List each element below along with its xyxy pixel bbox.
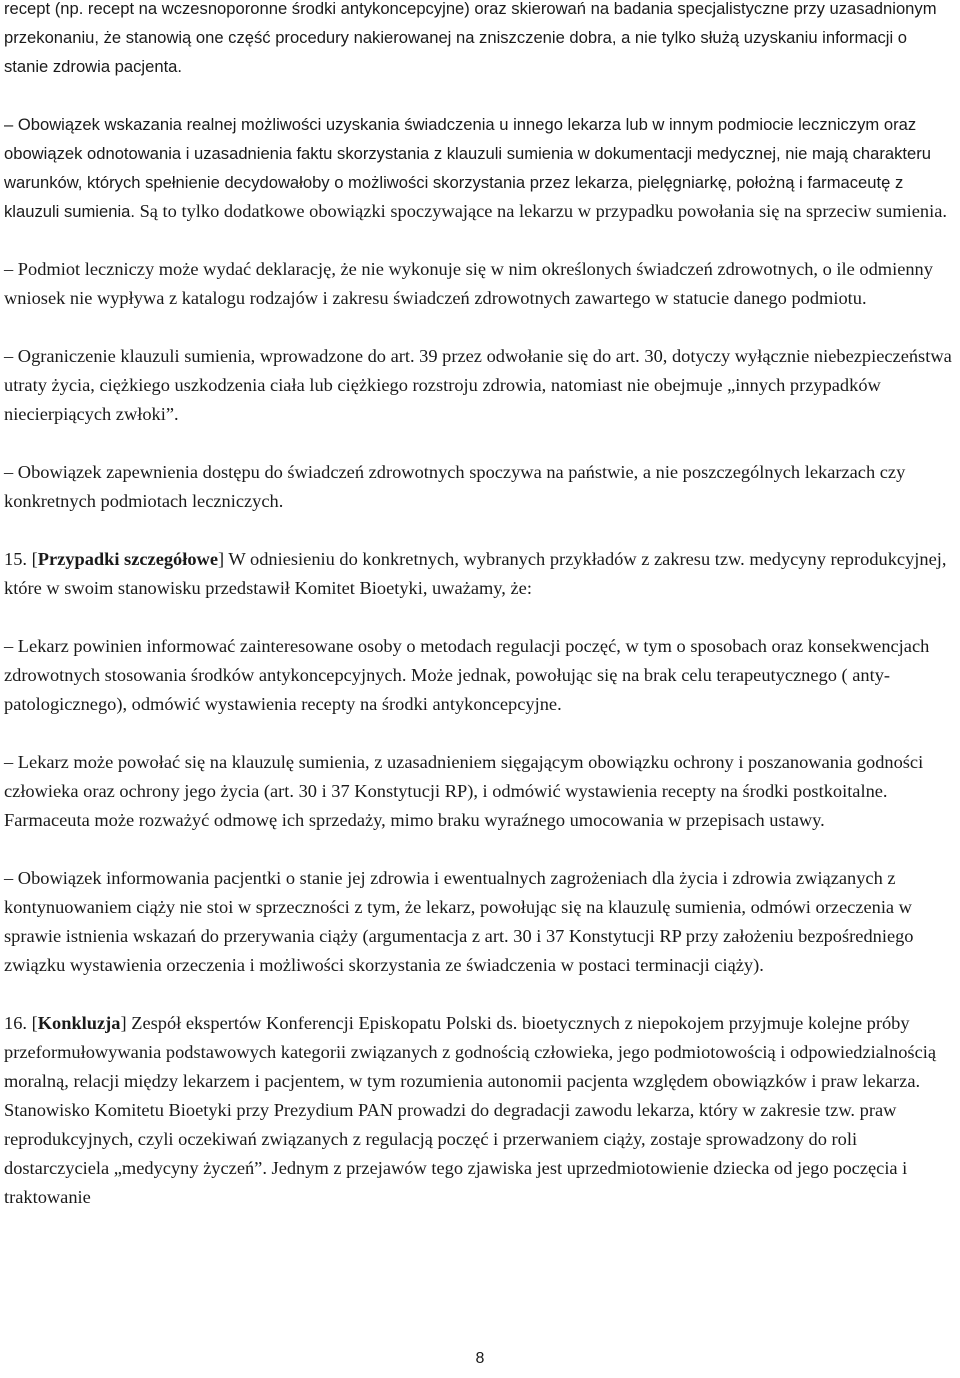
paragraph-bullet-facility-declaration: – Podmiot leczniczy może wydać deklarację, że nie wykonuje się w nim określonych świadczeń zdrowotnych, o ile odmienny wniosek nie wypływa z katalogu rodzajów i zakresu świadczeń zdrowotnych zawartego w statucie danego podmiotu.	[4, 259, 933, 308]
paragraph-section-16	[4, 1009, 954, 1212]
section-15-heading: Przypadki szczegółowe	[37, 549, 219, 569]
paragraph-bullet-state-obligation: – Obowiązek zapewnienia dostępu do świadczeń zdrowotnych spoczywa na państwie, a nie poszczególnych lekarzach czy konkretnych podmiotach leczniczych.	[4, 462, 906, 511]
section-15-text: ] W odniesieniu do konkretnych, wybranych przykładów z zakresu tzw. medycyny reprodukcyjnej, które w swoim stanowisku przedstawił Komitet Bioetyki, uważamy, że:	[4, 549, 947, 598]
section-16-text: ] Zespół ekspertów Konferencji Episkopatu Polski ds. bioetycznych z niepokojem przyjmuje kolejne próby przeformułowywania podstawowych kategorii związanych z godnością człowieka, jego podmiotowością i odpowiedzialnością moralną, relacji między lekarzem i pacjentem, w tym rozumienia autonomii pacjenta względem obowiązków i praw lekarza. Stanowisko Komitetu Bioetyki przy Prezydium PAN prowadzi do degradacji zawodu lekarza, który w zakresie tzw. praw reprodukcyjnych, czyli oczekiwań związanych z regulacją poczęć i przerwaniem ciąży, zostaje sprowadzony do roli dostarczyciela „medycyny życzeń”. Jednym z przejawów tego zjawiska jest uprzedmiotowienie dziecka od jego poczęcia i traktowanie	[4, 1013, 937, 1207]
paragraph-section-15	[4, 545, 954, 603]
section-16-prefix: 16. [	[4, 1013, 38, 1033]
section-16-heading: Konkluzja	[37, 1013, 121, 1033]
paragraph-bullet-postcoital: – Lekarz może powołać się na klauzulę sumienia, z uzasadnieniem sięgającym obowiązku ochrony i poszanowania godności człowieka oraz ochrony jego życia (art. 30 i 37 Konstytucji RP), i odmówić wystawienia recepty na środki postkoitalne. Farmaceuta może rozważyć odmowę ich sprzedaży, mimo braku wyraźnego umocowania w przepisach ustawy.	[4, 752, 924, 830]
paragraph-bullet-contraception-info: – Lekarz powinien informować zainteresowane osoby o metodach regulacji poczęć, w tym o sposobach oraz konsekwencjach zdrowotnych stosowania środków antykoncepcyjnych. Może jednak, powołując się na brak celu terapeutycznego ( anty-patologicznego), odmówić wystawienia recepty na środki antykoncepcyjne.	[4, 636, 930, 714]
paragraph-bullet-alternative-provider-text: – Obowiązek wskazania realnej możliwości uzyskania świadczenia u innego lekarza lub w innym podmiocie leczniczym oraz obowiązek odnotowania i uzasadnienia faktu skorzystania z klauzuli sumienia w dokumentacji medycznej, nie mają charakteru warunków, których spełnienie decydowałoby o możliwości skorzystania przez lekarza, pielęgniarkę, położną i farmaceutę z klauzuli sumienia.	[4, 115, 931, 221]
page-number: 8	[475, 1350, 485, 1367]
paragraph-bullet-additional-duties-text: Są to tylko dodatkowe obowiązki spoczywające na lekarzu w przypadku powołania się na sprzeciw sumienia.	[134, 201, 947, 221]
paragraph-intro: recept (np. recept na wczesnoporonne środki antykoncepcyjne) oraz skierowań na badania specjalistyczne przy uzasadnionym przekonaniu, że stanowią one część procedury nakierowanej na zniszczenie dobra, a nie tylko służą uzyskaniu informacji o stanie zdrowia pacjenta.	[4, 0, 937, 76]
section-15-prefix: 15. [	[4, 549, 38, 569]
paragraph-bullet-alternative-provider	[4, 110, 954, 226]
paragraph-bullet-pregnancy-info: – Obowiązek informowania pacjentki o stanie jej zdrowia i ewentualnych zagrożeniach dla życia i zdrowia związanych z kontynuowaniem ciąży nie stoi w sprzeczności z tym, że lekarz, powołując się na klauzulę sumienia, odmówi orzeczenia w sprawie istnienia wskazań do przerywania ciąży (argumentacja z art. 30 i 37 Konstytucji RP przy założeniu bezpośredniego związku wystawienia orzeczenia i możliwości skorzystania ze świadczenia w postaci terminacji ciąży).	[4, 868, 914, 975]
paragraph-bullet-clause-limitation: – Ograniczenie klauzuli sumienia, wprowadzone do art. 39 przez odwołanie się do art. 30, dotyczy wyłącznie niebezpieczeństwa utraty życia, ciężkiego uszkodzenia ciała lub ciężkiego rozstroju zdrowia, natomiast nie obejmuje „innych przypadków niecierpiących zwłoki”.	[4, 346, 952, 424]
